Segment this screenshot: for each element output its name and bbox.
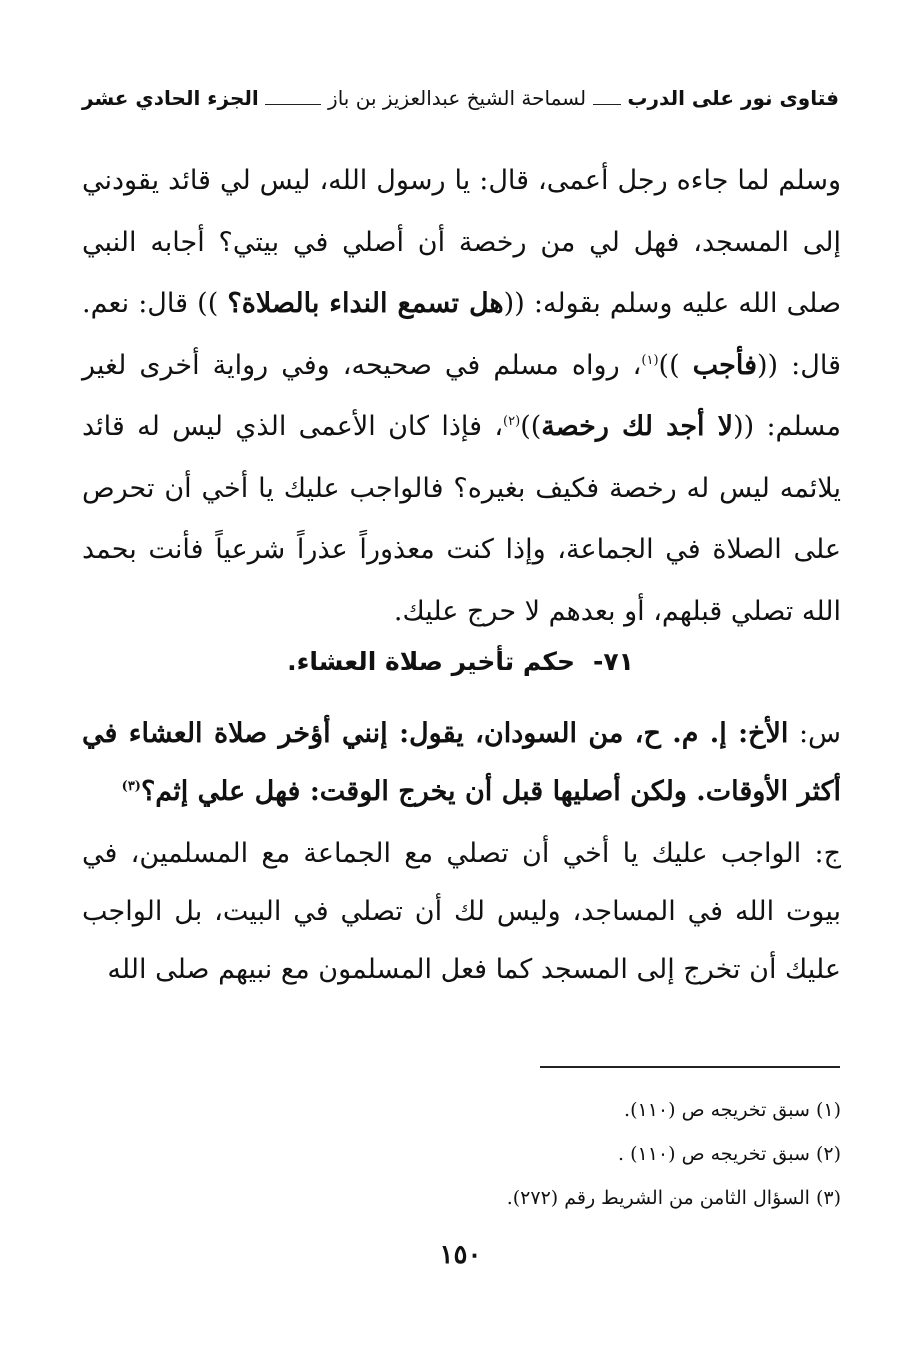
body-text-segment: )) — [520, 411, 542, 442]
hadith-quote: لا أجد لك رخصة — [541, 411, 734, 442]
header-divider — [265, 104, 321, 106]
hadith-quote: فأجب — [692, 349, 758, 381]
header-book-title: فتاوى نور على الدرب — [627, 86, 839, 110]
footnote-ref: (١) — [641, 352, 659, 368]
question-text: الأخ: إ. م. ح، من السودان، يقول: إنني أؤخر صلاة العشاء في أكثر الأوقات. ولكن أصليها قبل أن يخرج الوقت: فهل علي إثم؟ — [82, 718, 841, 807]
hadith-quote: هل تسمع النداء بالصلاة؟ — [227, 288, 504, 319]
footnote-ref: (٢) — [503, 414, 521, 429]
body-text-segment: ، فإذا كان الأعمى الذي ليس له قائد يلائمه ليس له رخصة فكيف بغيره؟ فالواجب عليك يا أخي أن تحرص على الصلاة في الجماعة، وإذا كنت معذوراً عذراً شرعياً فأنت بحمد الله تصلي قبلهم، أو بعدهم لا حرج عليك. — [82, 411, 841, 627]
body-text-segment: ، رواه مسلم في صحيحه، وفي رواية أخرى لغير مسلم: (( — [82, 349, 842, 442]
footnote-separator — [540, 1066, 840, 1068]
page-number: ١٥٠ — [439, 1240, 482, 1270]
footnote-item: (١) سبق تخريجه ص (١١٠). — [624, 1099, 841, 1121]
body-text-segment: )) — [658, 349, 693, 381]
answer-paragraph — [82, 825, 841, 999]
body-paragraph — [82, 150, 841, 642]
body-text — [82, 150, 841, 642]
header-volume: الجزء الحادي عشر — [82, 86, 259, 110]
body-text-segment: )) قال: نعم. قال: (( — [82, 288, 841, 381]
header-author: لسماحة الشيخ عبدالعزيز بن باز — [328, 86, 587, 110]
section-title: حكم تأخير صلاة العشاء. — [287, 647, 575, 676]
question-paragraph — [82, 705, 841, 821]
section-heading — [82, 640, 839, 684]
header-divider — [593, 104, 621, 106]
footnote-item: (٢) سبق تخريجه ص (١١٠) . — [618, 1143, 841, 1165]
footnotes — [300, 1088, 841, 1220]
body-text-segment: وسلم لما جاءه رجل أعمى، قال: يا رسول الله، ليس لي قائد يقودني إلى المسجد، فهل لي من رخصة أن أصلي في بيتي؟ أجابه النبي صلى الله عليه وسلم بقوله: (( — [82, 165, 842, 319]
section-number: ٧١- — [592, 647, 634, 676]
answer-text: ج: الواجب عليك يا أخي أن تصلي مع الجماعة مع المسلمين، في بيوت الله في المساجد، وليس لك أن تصلي في البيت، بل الواجب عليك أن تخرج إلى المسجد كما فعل المسلمون مع نبيهم صلى الله — [82, 838, 841, 985]
running-header — [82, 86, 839, 110]
footnote-item: (٣) السؤال الثامن من الشريط رقم (٢٧٢). — [506, 1187, 841, 1209]
question-label: س: — [788, 718, 841, 749]
footnote-ref: (٣) — [121, 779, 141, 794]
